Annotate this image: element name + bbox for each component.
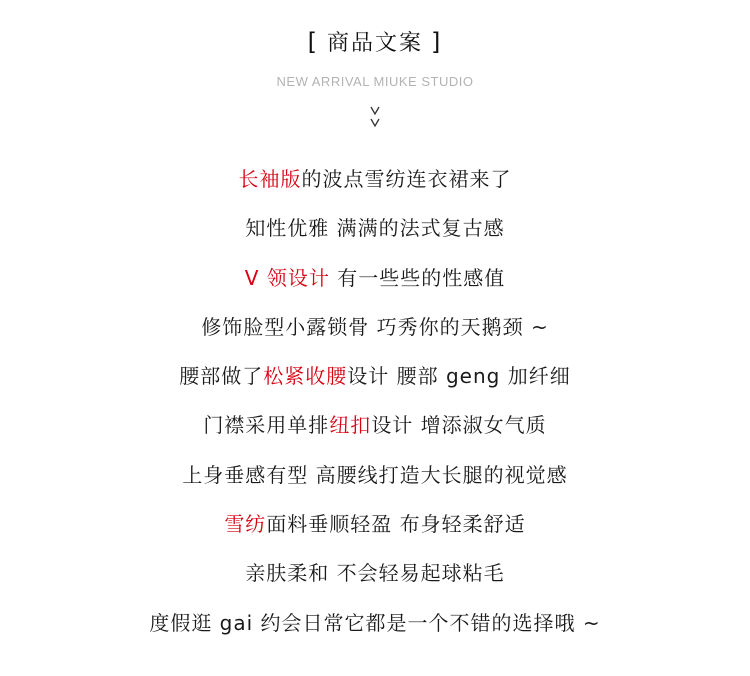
- section-subtitle: NEW ARRIVAL MIUKE STUDIO: [276, 74, 474, 89]
- copy-line: [0, 160, 750, 209]
- copy-line: [0, 357, 750, 406]
- copy-text: 腰部做了: [179, 364, 264, 389]
- copy-line: [0, 209, 750, 258]
- title-bracket-left: [: [307, 28, 319, 56]
- copy-text: 上身垂感有型 高腰线打造大长腿的视觉感: [182, 462, 568, 487]
- copy-text: 知性优雅 满满的法式复古感: [245, 216, 505, 241]
- copy-line: [0, 406, 750, 455]
- copy-text: 的波点雪纺连衣裙来了: [301, 167, 512, 191]
- copy-text: 面料垂顺轻盈 布身轻柔舒适: [266, 512, 526, 537]
- copy-line: [0, 308, 750, 357]
- copy-line: [0, 554, 750, 603]
- copy-text: 有一些些的性感值: [329, 265, 506, 290]
- section-title: [0, 26, 750, 60]
- copy-text: 修饰脸型小露锁骨 巧秀你的天鹅颈 ~: [201, 314, 549, 339]
- copy-text: 门襟采用单排: [203, 413, 330, 438]
- copy-text: 设计 腰部 geng 加纤细: [347, 364, 571, 389]
- highlight-text: 雪纺: [224, 512, 267, 537]
- title-bracket-right: ]: [431, 28, 443, 56]
- copy-line: [0, 456, 750, 505]
- copy-text-block: [0, 160, 750, 653]
- copy-line: [0, 259, 750, 308]
- highlight-text: V 领设计: [244, 265, 330, 290]
- highlight-text: 松紧收腰: [263, 364, 348, 389]
- copy-line: [0, 604, 750, 653]
- highlight-text: 长袖版: [238, 167, 302, 191]
- title-text: 商品文案: [326, 31, 423, 56]
- copy-text: 设计 增添淑女气质: [371, 413, 547, 438]
- copy-text: 度假逛 gai 约会日常它都是一个不错的选择哦 ~: [149, 610, 601, 635]
- highlight-text: 纽扣: [329, 413, 372, 438]
- copy-text: 亲肤柔和 不会轻易起球粘毛: [245, 561, 505, 586]
- double-chevron-down-icon: [365, 103, 385, 135]
- copy-line: [0, 505, 750, 554]
